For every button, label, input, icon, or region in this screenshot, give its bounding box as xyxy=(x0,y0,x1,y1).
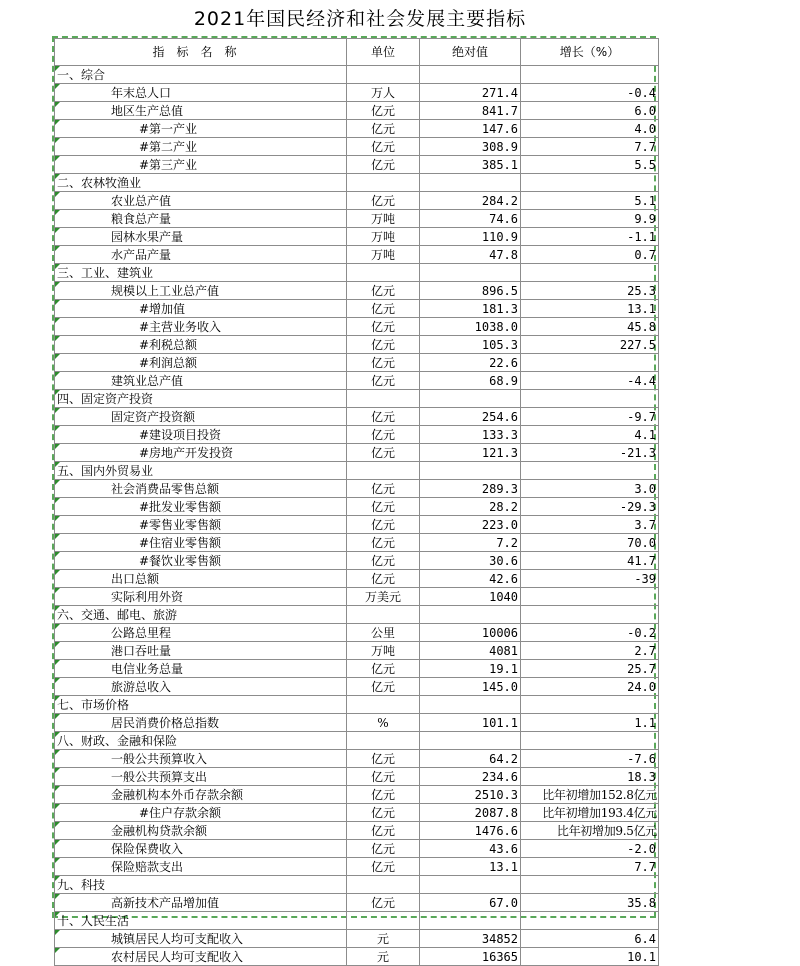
row-unit: 亿元 xyxy=(347,804,420,822)
row-growth: -4.4 xyxy=(521,372,659,390)
table-row xyxy=(55,480,659,498)
table-row xyxy=(55,84,659,102)
row-growth: 7.7 xyxy=(521,138,659,156)
table-row xyxy=(55,246,659,264)
row-name: 建筑业总产值 xyxy=(55,372,347,390)
row-value: 19.1 xyxy=(420,660,521,678)
row-growth: 13.1 xyxy=(521,300,659,318)
section-row xyxy=(55,66,659,84)
row-value: 1038.0 xyxy=(420,318,521,336)
row-name: 城镇居民人均可支配收入 xyxy=(55,930,347,948)
table-row xyxy=(55,444,659,462)
row-value: 2510.3 xyxy=(420,786,521,804)
row-value: 181.3 xyxy=(420,300,521,318)
row-value xyxy=(420,390,521,408)
header-growth: 增长（%） xyxy=(521,39,659,66)
row-value: 289.3 xyxy=(420,480,521,498)
row-value: 13.1 xyxy=(420,858,521,876)
row-unit: 亿元 xyxy=(347,858,420,876)
row-value: 34852 xyxy=(420,930,521,948)
row-growth: 6.4 xyxy=(521,930,659,948)
row-growth: 比年初增加9.5亿元 xyxy=(521,822,659,840)
table-row xyxy=(55,588,659,606)
row-growth: -7.6 xyxy=(521,750,659,768)
table-row xyxy=(55,534,659,552)
table-row xyxy=(55,318,659,336)
row-unit: 亿元 xyxy=(347,300,420,318)
section-row xyxy=(55,696,659,714)
row-unit: 亿元 xyxy=(347,102,420,120)
row-unit xyxy=(347,66,420,84)
table-row xyxy=(55,768,659,786)
row-value: 42.6 xyxy=(420,570,521,588)
row-unit: 亿元 xyxy=(347,426,420,444)
row-growth: 3.0 xyxy=(521,480,659,498)
row-growth: 比年初增加193.4亿元 xyxy=(521,804,659,822)
row-name: #批发业零售额 xyxy=(55,498,347,516)
row-name: 固定资产投资额 xyxy=(55,408,347,426)
section-row xyxy=(55,390,659,408)
table-row xyxy=(55,372,659,390)
table-row xyxy=(55,750,659,768)
table-row xyxy=(55,678,659,696)
row-unit: 亿元 xyxy=(347,570,420,588)
row-unit: 亿元 xyxy=(347,480,420,498)
row-unit: 亿元 xyxy=(347,408,420,426)
row-growth xyxy=(521,876,659,894)
row-growth: 24.0 xyxy=(521,678,659,696)
row-unit: 元 xyxy=(347,930,420,948)
row-unit: 万吨 xyxy=(347,228,420,246)
row-name: 保险赔款支出 xyxy=(55,858,347,876)
indicator-table xyxy=(54,38,659,966)
section-row xyxy=(55,462,659,480)
row-growth xyxy=(521,606,659,624)
row-growth: 7.7 xyxy=(521,858,659,876)
row-value: 308.9 xyxy=(420,138,521,156)
row-value: 1040 xyxy=(420,588,521,606)
row-value: 110.9 xyxy=(420,228,521,246)
row-growth: -9.7 xyxy=(521,408,659,426)
row-name: 十、人民生活 xyxy=(55,912,347,930)
row-value: 284.2 xyxy=(420,192,521,210)
row-name: #住宿业零售额 xyxy=(55,534,347,552)
row-unit xyxy=(347,606,420,624)
row-unit: 亿元 xyxy=(347,768,420,786)
page-title: 2021年国民经济和社会发展主要指标 xyxy=(193,8,527,30)
row-growth: 41.7 xyxy=(521,552,659,570)
row-name: 金融机构本外币存款余额 xyxy=(55,786,347,804)
row-name: 四、固定资产投资 xyxy=(55,390,347,408)
row-growth: 35.8 xyxy=(521,894,659,912)
table-row xyxy=(55,138,659,156)
row-unit: 公里 xyxy=(347,624,420,642)
row-unit: 万美元 xyxy=(347,588,420,606)
row-unit: 亿元 xyxy=(347,354,420,372)
row-value: 841.7 xyxy=(420,102,521,120)
row-name: 九、科技 xyxy=(55,876,347,894)
row-unit: 亿元 xyxy=(347,498,420,516)
row-name: #利润总额 xyxy=(55,354,347,372)
row-growth xyxy=(521,732,659,750)
table-row xyxy=(55,498,659,516)
row-value xyxy=(420,912,521,930)
row-name: 三、工业、建筑业 xyxy=(55,264,347,282)
table-row xyxy=(55,408,659,426)
section-row xyxy=(55,174,659,192)
row-value xyxy=(420,462,521,480)
section-row xyxy=(55,264,659,282)
row-growth xyxy=(521,354,659,372)
row-name: #第二产业 xyxy=(55,138,347,156)
row-name: 金融机构贷款余额 xyxy=(55,822,347,840)
row-unit: 亿元 xyxy=(347,336,420,354)
row-unit xyxy=(347,696,420,714)
row-value: 16365 xyxy=(420,948,521,966)
table-row xyxy=(55,102,659,120)
row-unit xyxy=(347,390,420,408)
row-name: #主营业务收入 xyxy=(55,318,347,336)
row-growth: 25.3 xyxy=(521,282,659,300)
row-growth: 2.7 xyxy=(521,642,659,660)
row-value: 234.6 xyxy=(420,768,521,786)
row-value xyxy=(420,174,521,192)
row-unit: 亿元 xyxy=(347,660,420,678)
row-unit: 亿元 xyxy=(347,516,420,534)
row-growth: -39 xyxy=(521,570,659,588)
row-name: 居民消费价格总指数 xyxy=(55,714,347,732)
row-name: #餐饮业零售额 xyxy=(55,552,347,570)
table-row xyxy=(55,858,659,876)
row-value: 10006 xyxy=(420,624,521,642)
row-value: 121.3 xyxy=(420,444,521,462)
table-row xyxy=(55,660,659,678)
row-name: 规模以上工业总产值 xyxy=(55,282,347,300)
row-unit: 万吨 xyxy=(347,210,420,228)
row-growth: 10.1 xyxy=(521,948,659,966)
row-value: 28.2 xyxy=(420,498,521,516)
row-unit: 元 xyxy=(347,948,420,966)
row-name: 水产品产量 xyxy=(55,246,347,264)
row-value xyxy=(420,732,521,750)
header-name: 指标名称 xyxy=(55,39,347,66)
table-row xyxy=(55,930,659,948)
table-row xyxy=(55,624,659,642)
row-unit: 亿元 xyxy=(347,192,420,210)
row-value: 1476.6 xyxy=(420,822,521,840)
row-value: 385.1 xyxy=(420,156,521,174)
row-growth: 70.0 xyxy=(521,534,659,552)
row-name: 出口总额 xyxy=(55,570,347,588)
row-growth xyxy=(521,390,659,408)
row-name: #增加值 xyxy=(55,300,347,318)
row-value: 133.3 xyxy=(420,426,521,444)
row-name: 农业总产值 xyxy=(55,192,347,210)
row-name: 实际利用外资 xyxy=(55,588,347,606)
table-row xyxy=(55,282,659,300)
row-value: 271.4 xyxy=(420,84,521,102)
row-value: 74.6 xyxy=(420,210,521,228)
row-unit: 亿元 xyxy=(347,372,420,390)
row-value: 2087.8 xyxy=(420,804,521,822)
row-growth: -21.3 xyxy=(521,444,659,462)
row-growth: 9.9 xyxy=(521,210,659,228)
row-name: #利税总额 xyxy=(55,336,347,354)
row-unit xyxy=(347,732,420,750)
table-row xyxy=(55,192,659,210)
row-growth: 0.7 xyxy=(521,246,659,264)
table-row xyxy=(55,210,659,228)
row-growth: 18.3 xyxy=(521,768,659,786)
row-unit: 亿元 xyxy=(347,282,420,300)
section-row xyxy=(55,732,659,750)
row-unit: 亿元 xyxy=(347,552,420,570)
table-row xyxy=(55,156,659,174)
row-growth: 6.0 xyxy=(521,102,659,120)
row-unit: 万吨 xyxy=(347,246,420,264)
row-name: #第三产业 xyxy=(55,156,347,174)
row-growth: 比年初增加152.8亿元 xyxy=(521,786,659,804)
row-unit xyxy=(347,462,420,480)
row-growth xyxy=(521,462,659,480)
row-name: 一般公共预算支出 xyxy=(55,768,347,786)
row-name: 港口吞吐量 xyxy=(55,642,347,660)
table-body xyxy=(55,66,659,966)
table-row xyxy=(55,552,659,570)
row-value xyxy=(420,696,521,714)
row-name: 园林水果产量 xyxy=(55,228,347,246)
row-growth xyxy=(521,174,659,192)
row-growth: 5.1 xyxy=(521,192,659,210)
row-name: 社会消费品零售总额 xyxy=(55,480,347,498)
row-unit xyxy=(347,174,420,192)
table-row xyxy=(55,642,659,660)
row-name: 七、市场价格 xyxy=(55,696,347,714)
table-row xyxy=(55,822,659,840)
row-name: 旅游总收入 xyxy=(55,678,347,696)
row-growth: 4.1 xyxy=(521,426,659,444)
row-value: 30.6 xyxy=(420,552,521,570)
table-row xyxy=(55,786,659,804)
row-name: #住户存款余额 xyxy=(55,804,347,822)
row-unit: 亿元 xyxy=(347,156,420,174)
row-growth: -29.3 xyxy=(521,498,659,516)
row-name: 公路总里程 xyxy=(55,624,347,642)
header-unit: 单位 xyxy=(347,39,420,66)
row-value: 4081 xyxy=(420,642,521,660)
row-value: 223.0 xyxy=(420,516,521,534)
table-row xyxy=(55,426,659,444)
row-value xyxy=(420,876,521,894)
row-growth: 3.7 xyxy=(521,516,659,534)
table-row xyxy=(55,300,659,318)
table-row xyxy=(55,840,659,858)
row-growth: -2.0 xyxy=(521,840,659,858)
row-growth xyxy=(521,696,659,714)
row-value xyxy=(420,66,521,84)
row-value xyxy=(420,264,521,282)
table-row xyxy=(55,516,659,534)
row-unit: 万吨 xyxy=(347,642,420,660)
table-row xyxy=(55,804,659,822)
row-growth xyxy=(521,66,659,84)
row-name: 高新技术产品增加值 xyxy=(55,894,347,912)
row-value: 64.2 xyxy=(420,750,521,768)
row-growth: -0.4 xyxy=(521,84,659,102)
row-unit: 亿元 xyxy=(347,678,420,696)
row-name: 二、农林牧渔业 xyxy=(55,174,347,192)
row-growth xyxy=(521,912,659,930)
row-value: 147.6 xyxy=(420,120,521,138)
table-row xyxy=(55,948,659,966)
row-name: 粮食总产量 xyxy=(55,210,347,228)
table-row xyxy=(55,228,659,246)
row-growth: 1.1 xyxy=(521,714,659,732)
row-unit: 亿元 xyxy=(347,822,420,840)
row-unit xyxy=(347,264,420,282)
row-unit: 亿元 xyxy=(347,894,420,912)
table-row xyxy=(55,570,659,588)
row-growth: 227.5 xyxy=(521,336,659,354)
row-unit: 亿元 xyxy=(347,534,420,552)
row-unit: 亿元 xyxy=(347,120,420,138)
row-name: 六、交通、邮电、旅游 xyxy=(55,606,347,624)
row-name: 农村居民人均可支配收入 xyxy=(55,948,347,966)
row-growth: 45.8 xyxy=(521,318,659,336)
row-value: 101.1 xyxy=(420,714,521,732)
row-name: 电信业务总量 xyxy=(55,660,347,678)
row-growth: 4.0 xyxy=(521,120,659,138)
header-row xyxy=(55,39,659,66)
row-name: 五、国内外贸易业 xyxy=(55,462,347,480)
row-growth: 25.7 xyxy=(521,660,659,678)
section-row xyxy=(55,606,659,624)
row-value: 105.3 xyxy=(420,336,521,354)
row-value xyxy=(420,606,521,624)
row-name: 保险保费收入 xyxy=(55,840,347,858)
row-unit xyxy=(347,876,420,894)
row-name: 一、综合 xyxy=(55,66,347,84)
row-unit: % xyxy=(347,714,420,732)
row-value: 145.0 xyxy=(420,678,521,696)
row-name: 八、财政、金融和保险 xyxy=(55,732,347,750)
table-row xyxy=(55,894,659,912)
table-row xyxy=(55,354,659,372)
row-name: 地区生产总值 xyxy=(55,102,347,120)
table-row xyxy=(55,336,659,354)
row-name: 一般公共预算收入 xyxy=(55,750,347,768)
row-name: 年末总人口 xyxy=(55,84,347,102)
row-name: #建设项目投资 xyxy=(55,426,347,444)
row-value: 7.2 xyxy=(420,534,521,552)
row-unit: 亿元 xyxy=(347,138,420,156)
row-growth xyxy=(521,264,659,282)
section-row xyxy=(55,876,659,894)
header-value: 绝对值 xyxy=(420,39,521,66)
row-value: 68.9 xyxy=(420,372,521,390)
row-unit: 亿元 xyxy=(347,840,420,858)
row-name: #房地产开发投资 xyxy=(55,444,347,462)
row-name: #零售业零售额 xyxy=(55,516,347,534)
section-row xyxy=(55,912,659,930)
table-row xyxy=(55,120,659,138)
row-growth: -1.1 xyxy=(521,228,659,246)
row-growth: 5.5 xyxy=(521,156,659,174)
row-growth: -0.2 xyxy=(521,624,659,642)
row-value: 67.0 xyxy=(420,894,521,912)
row-value: 47.8 xyxy=(420,246,521,264)
row-name: #第一产业 xyxy=(55,120,347,138)
row-value: 43.6 xyxy=(420,840,521,858)
row-value: 254.6 xyxy=(420,408,521,426)
row-unit xyxy=(347,912,420,930)
row-unit: 万人 xyxy=(347,84,420,102)
row-value: 22.6 xyxy=(420,354,521,372)
row-value: 896.5 xyxy=(420,282,521,300)
row-unit: 亿元 xyxy=(347,750,420,768)
row-unit: 亿元 xyxy=(347,444,420,462)
row-growth xyxy=(521,588,659,606)
table-row xyxy=(55,714,659,732)
row-unit: 亿元 xyxy=(347,318,420,336)
row-unit: 亿元 xyxy=(347,786,420,804)
